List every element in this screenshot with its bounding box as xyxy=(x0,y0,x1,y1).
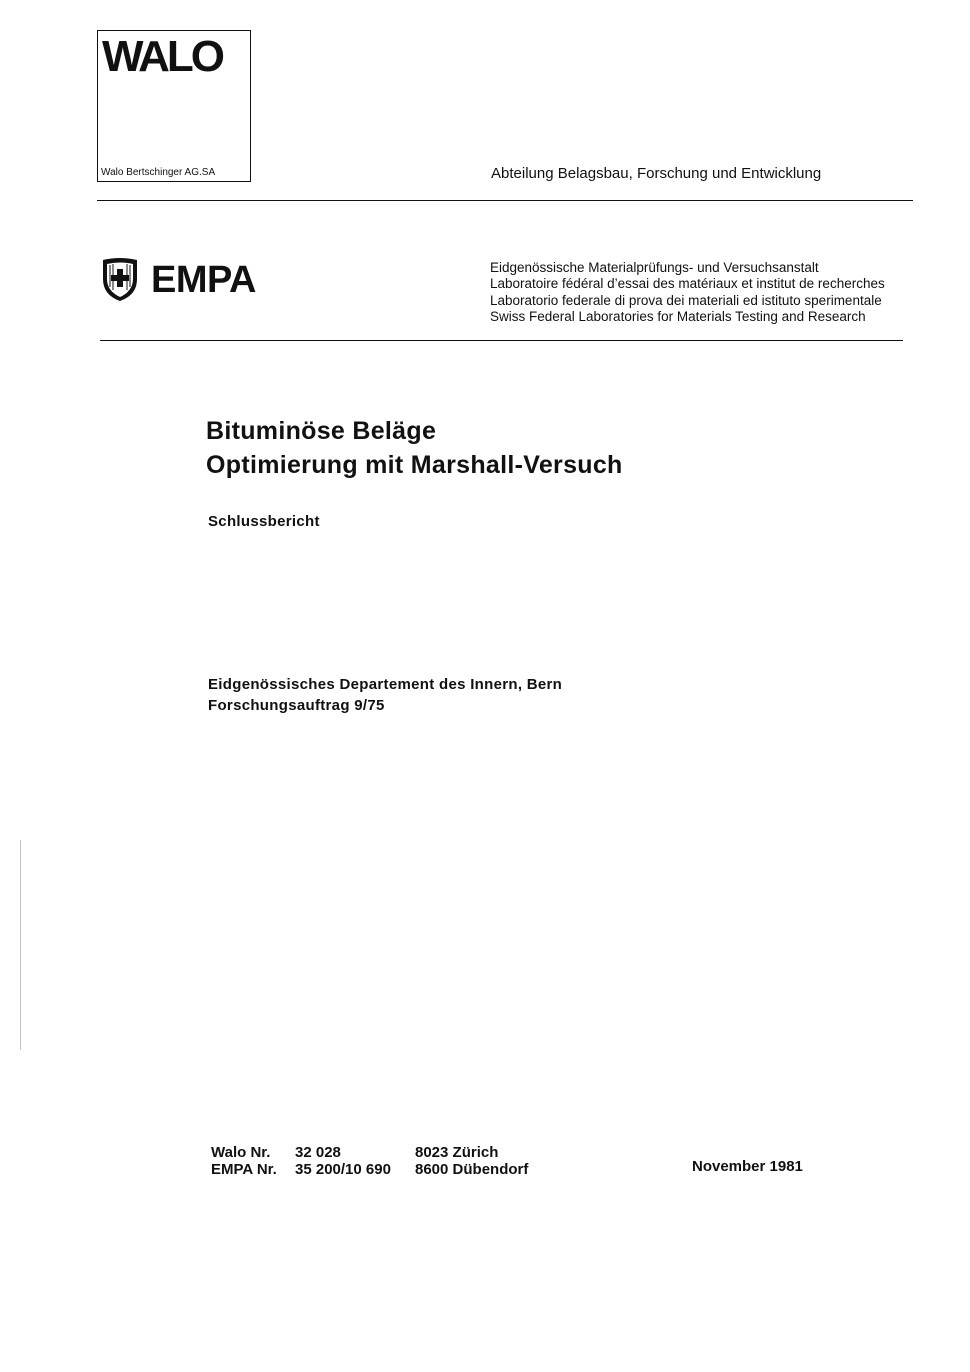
swiss-shield-icon xyxy=(100,257,140,303)
header-divider-bottom xyxy=(100,340,903,341)
empa-name-en: Swiss Federal Laboratories for Materials Testing and Research xyxy=(490,308,866,324)
research-contract: Forschungsauftrag 9/75 xyxy=(208,697,385,714)
title-line-2: Optimierung mit Marshall-Versuch xyxy=(206,451,623,479)
commissioner-block xyxy=(208,674,562,716)
walo-department: Abteilung Belagsbau, Forschung und Entwicklung xyxy=(491,165,822,182)
empa-name-de: Eidgenössische Materialprüfungs- und Versuchsanstalt xyxy=(490,260,819,275)
reference-location: 8600 Dübendorf xyxy=(415,1161,529,1178)
walo-logo-box xyxy=(97,30,251,182)
reference-row-walo xyxy=(211,1144,528,1161)
commissioner-department: Eidgenössisches Departement des Innern, Bern xyxy=(208,676,563,693)
empa-name-it: Laboratorio federale di prova dei materiali ed istituto sperimentale xyxy=(490,292,882,308)
reference-number: 35 200/10 690 xyxy=(295,1161,391,1178)
header-divider-top xyxy=(97,200,913,201)
report-type: Schlussbericht xyxy=(208,513,320,530)
document-title xyxy=(206,414,623,482)
title-line-1: Bituminöse Beläge xyxy=(206,417,437,445)
empa-name-fr: Laboratoire fédéral d’essai des matériaux et institut de recherches xyxy=(490,276,885,292)
reference-number: 32 028 xyxy=(295,1144,341,1161)
report-date: November 1981 xyxy=(692,1158,803,1175)
walo-logo: WALO xyxy=(102,32,222,81)
scan-edge-mark xyxy=(20,840,21,1050)
empa-logo: EMPA xyxy=(151,259,256,301)
reference-numbers xyxy=(211,1144,528,1178)
empa-institution-names xyxy=(490,260,885,325)
reference-row-empa xyxy=(211,1161,528,1178)
walo-company-name: Walo Bertschinger AG.SA xyxy=(101,167,216,178)
reference-label: EMPA Nr. xyxy=(211,1161,277,1178)
reference-location: 8023 Zürich xyxy=(415,1144,499,1161)
reference-label: Walo Nr. xyxy=(211,1144,271,1161)
